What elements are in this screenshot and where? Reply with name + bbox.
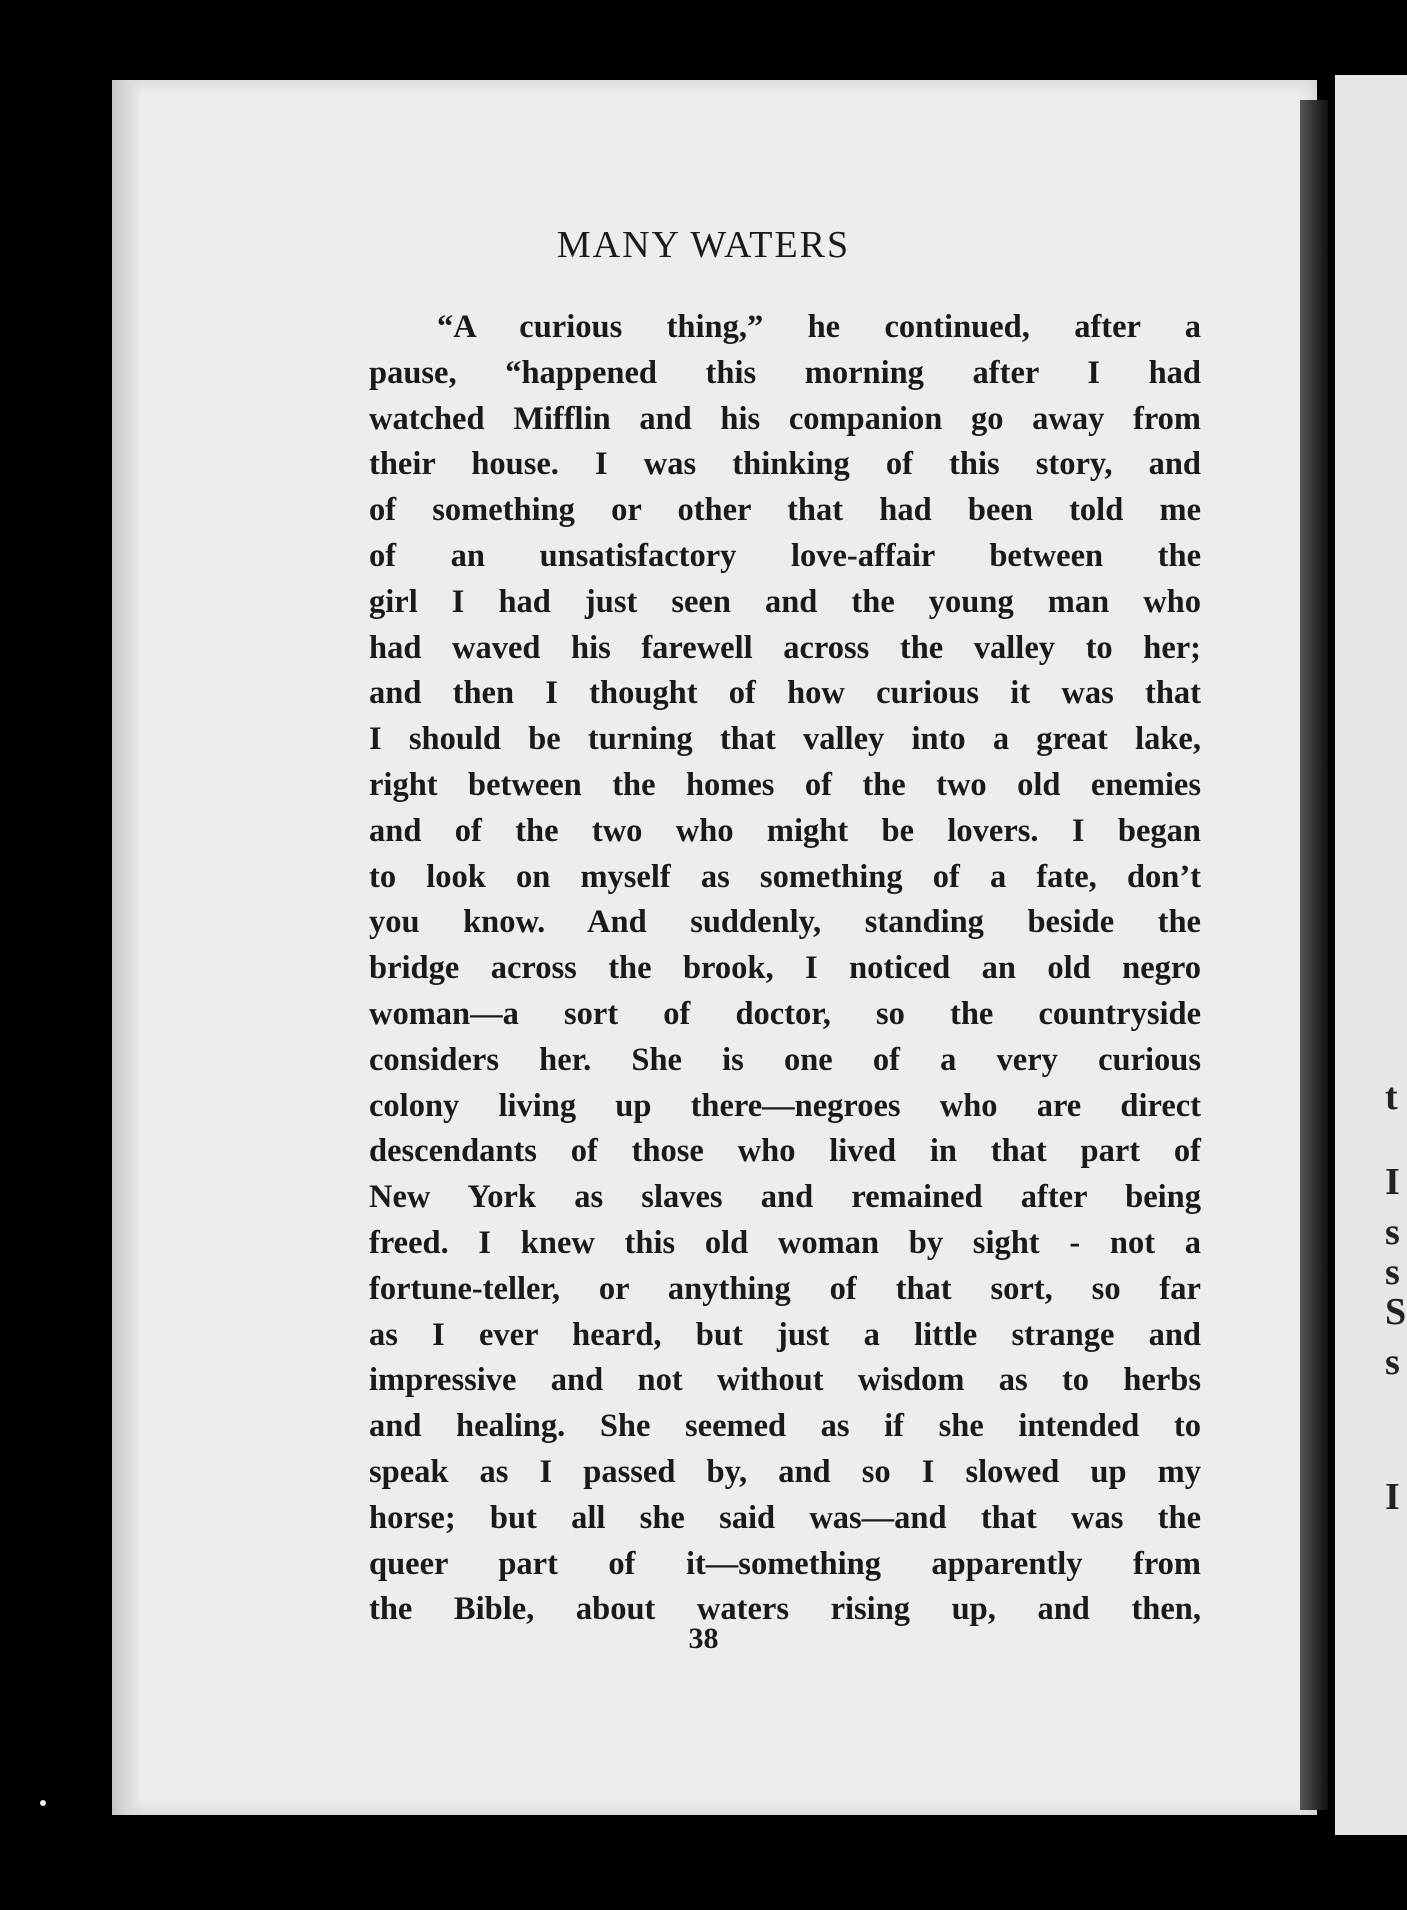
- text-line: fortune-teller, or anything of that sort, so far: [369, 1270, 1201, 1307]
- page-number: 38: [688, 1622, 719, 1655]
- text-line: to look on myself as something of a fate, don’t: [369, 858, 1201, 895]
- text-line: right between the homes of the two old enemies: [369, 766, 1201, 803]
- text-line: watched Mifflin and his companion go away from: [369, 400, 1201, 437]
- text-line: descendants of those who lived in that part of: [369, 1133, 1201, 1170]
- text-line: speak as I passed by, and so I slowed up my: [369, 1453, 1201, 1490]
- running-head: MANY WATERS: [556, 224, 851, 266]
- text-line: I should be turning that valley into a great lake,: [369, 721, 1201, 758]
- text-line: impressive and not without wisdom as to herbs: [369, 1362, 1201, 1399]
- adjacent-page-mark: t: [1385, 1076, 1398, 1118]
- text-line: of an unsatisfactory love-affair between the: [369, 537, 1201, 574]
- text-line: their house. I was thinking of this story, and: [369, 446, 1201, 483]
- text-line: freed. I knew this old woman by sight - not a: [369, 1224, 1201, 1261]
- text-line: colony living up there—negroes who are direct: [369, 1087, 1201, 1124]
- text-line: queer part of it—something apparently from: [369, 1545, 1201, 1582]
- body-text: [369, 305, 1201, 1633]
- text-line: horse; but all she said was—and that was the: [369, 1499, 1201, 1536]
- text-line: New York as slaves and remained after being: [369, 1179, 1201, 1216]
- adjacent-page-mark: I: [1385, 1161, 1400, 1203]
- text-line: and then I thought of how curious it was that: [369, 675, 1201, 712]
- scan-speck: [40, 1800, 46, 1806]
- text-line: of something or other that had been told me: [369, 492, 1201, 529]
- adjacent-page-mark: s: [1385, 1341, 1400, 1383]
- text-line: bridge across the brook, I noticed an old negro: [369, 950, 1201, 987]
- text-line: had waved his farewell across the valley to her;: [369, 629, 1201, 666]
- text-line: pause, “happened this morning after I had: [369, 354, 1201, 391]
- page-gutter-shadow: [112, 80, 142, 1815]
- text-line: girl I had just seen and the young man who: [369, 583, 1201, 620]
- text-line: considers her. She is one of a very curious: [369, 1041, 1201, 1078]
- adjacent-page-mark: s: [1385, 1251, 1400, 1293]
- text-line: “A curious thing,” he continued, after a: [437, 309, 1201, 345]
- page-edge-shadow: [1300, 100, 1328, 1810]
- text-line: and of the two who might be lovers. I began: [369, 812, 1201, 849]
- text-line: as I ever heard, but just a little strange and: [369, 1316, 1201, 1353]
- adjacent-page-mark: s: [1385, 1211, 1400, 1253]
- text-line: and healing. She seemed as if she intended to: [369, 1408, 1201, 1445]
- text-line: the Bible, about waters rising up, and then,: [369, 1591, 1201, 1628]
- adjacent-page-mark: S: [1385, 1291, 1407, 1333]
- text-line: woman—a sort of doctor, so the countryside: [369, 995, 1201, 1032]
- adjacent-page-strip: [1335, 75, 1407, 1835]
- adjacent-page-mark: I: [1385, 1476, 1400, 1518]
- text-line: you know. And suddenly, standing beside the: [369, 904, 1201, 941]
